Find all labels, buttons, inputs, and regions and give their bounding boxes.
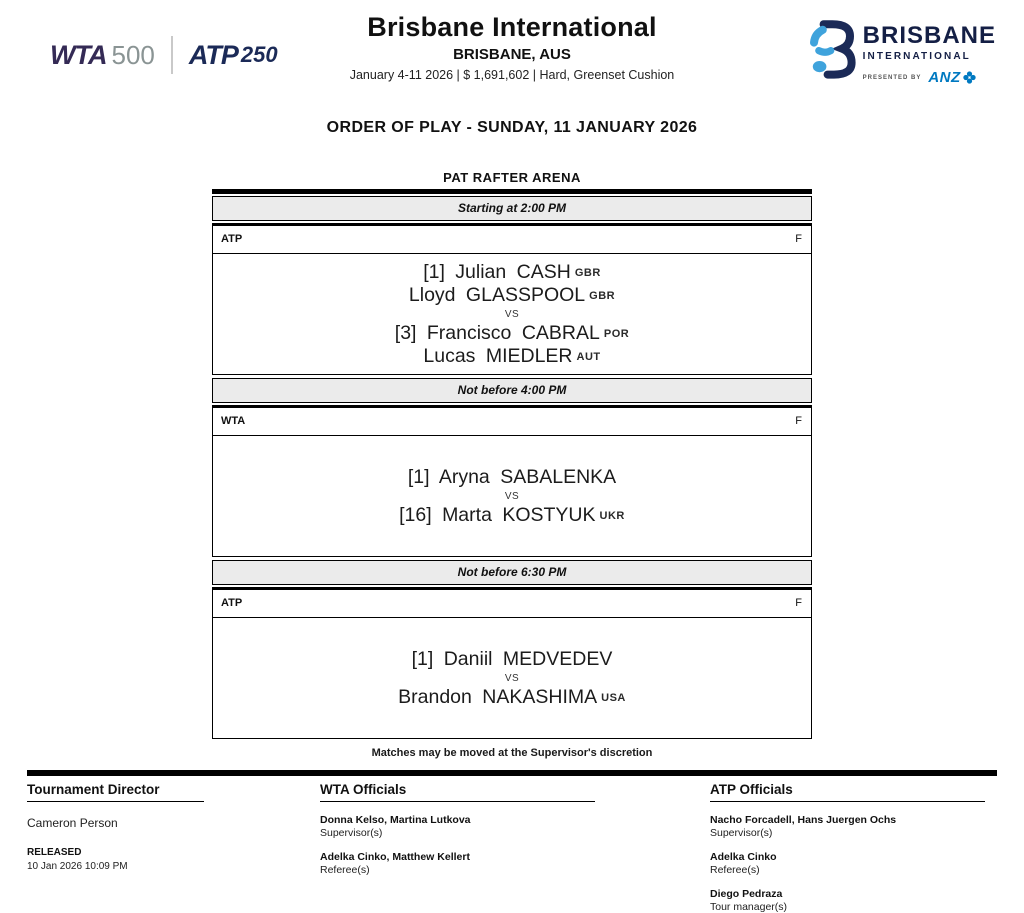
match-time-header [212, 196, 812, 221]
brisbane-b-mark-icon [806, 20, 854, 78]
vs-label: VS [504, 308, 520, 320]
arena-name: PAT RAFTER ARENA [443, 170, 581, 185]
match-time-label: Starting at 2:00 PM [457, 201, 567, 215]
player-name: [16] Marta KOSTYUK UKR [399, 503, 625, 526]
round-label: F [795, 415, 802, 427]
match-time-label: Not before 4:00 PM [457, 383, 567, 397]
tour-label: ATP [221, 233, 243, 245]
official-role: Supervisor(s) [710, 827, 773, 839]
player-country-code: UKR [599, 509, 625, 522]
official-entry [710, 814, 997, 839]
vs-label: VS [504, 672, 520, 684]
wta-officials-column [320, 782, 710, 913]
atp-officials-heading: ATP Officials [710, 782, 985, 802]
wta-officials-heading: WTA Officials [320, 782, 595, 802]
player-name: [1] Daniil MEDVEDEV [411, 647, 613, 670]
official-role: Tour manager(s) [710, 901, 788, 913]
match-tour-row [213, 226, 811, 254]
player-name: [1] Julian CASH GBR [423, 260, 601, 283]
official-role: Referee(s) [320, 864, 370, 876]
player-name: [3] Francisco CABRAL POR [394, 321, 630, 344]
player-country-code: AUT [576, 350, 601, 363]
round-label: F [795, 233, 802, 245]
official-role: Referee(s) [710, 864, 760, 876]
order-of-play-title: ORDER OF PLAY - SUNDAY, 11 JANUARY 2026 [326, 119, 698, 136]
presented-by-label: PRESENTED BY [862, 74, 922, 81]
tour-label: WTA [221, 415, 246, 427]
match-players [213, 254, 811, 374]
released-block [27, 847, 320, 872]
round-label: F [795, 597, 802, 609]
official-names: Nacho Forcadell, Hans Juergen Ochs [710, 814, 897, 826]
match-time-header [212, 560, 812, 585]
page-header [0, 0, 1024, 104]
badge-divider [171, 36, 173, 74]
anz-flower-icon [963, 71, 976, 84]
match-card [212, 223, 812, 375]
released-label: RELEASED [27, 847, 82, 858]
tournament-location: BRISBANE, AUS [453, 46, 571, 63]
brisbane-international-logo [806, 20, 996, 86]
supervisor-note: Matches may be moved at the Supervisor's discretion [371, 747, 653, 759]
released-datetime: 10 Jan 2026 10:09 PM [27, 861, 128, 872]
match-tour-row [213, 590, 811, 618]
player-country-code: USA [601, 691, 626, 704]
official-names: Donna Kelso, Martina Lutkova [320, 814, 471, 826]
match-tour-row [213, 408, 811, 436]
match-card [212, 405, 812, 557]
wta-logo: WTA [50, 39, 107, 70]
atp-level: 250 [240, 42, 278, 67]
arena-top-bar [212, 189, 812, 194]
official-entry [710, 851, 997, 876]
player-country-code: GBR [574, 266, 601, 279]
player-name: [1] Aryna SABALENKA [407, 465, 617, 488]
match-time-header [212, 378, 812, 403]
tour-label: ATP [221, 597, 243, 609]
brisbane-logo-name: BRISBANE [862, 22, 996, 49]
officials-section [0, 776, 1024, 913]
anz-sponsor-logo: ANZ [928, 69, 961, 86]
vs-label: VS [504, 490, 520, 502]
wta-level: 500 [111, 39, 155, 70]
match-card [212, 587, 812, 739]
official-role: Supervisor(s) [320, 827, 383, 839]
official-names: Diego Pedraza [710, 888, 783, 900]
tournament-director-name: Cameron Person [27, 816, 118, 830]
match-players [213, 618, 811, 738]
official-entry [710, 888, 997, 913]
tournament-director-column [27, 782, 320, 913]
official-entry [320, 814, 710, 839]
brisbane-logo-text [863, 20, 996, 86]
official-entry [320, 851, 710, 876]
player-country-code: POR [603, 327, 630, 340]
player-country-code: GBR [589, 289, 616, 302]
player-name: Brandon NAKASHIMA USA [398, 685, 626, 708]
tournament-details: January 4-11 2026 | $ 1,691,602 | Hard, Greenset Cushion [349, 68, 675, 82]
tour-badges [50, 36, 278, 74]
official-names: Adelka Cinko [710, 851, 777, 863]
match-time-label: Not before 6:30 PM [457, 565, 567, 579]
player-name: Lloyd GLASSPOOL GBR [408, 283, 616, 306]
order-table [212, 189, 812, 739]
atp-officials-column [710, 782, 997, 913]
tournament-director-heading: Tournament Director [27, 782, 204, 802]
brisbane-logo-subname: INTERNATIONAL [862, 51, 971, 62]
tournament-title: Brisbane International [367, 12, 657, 42]
atp-logo: ATP [188, 39, 238, 70]
official-names: Adelka Cinko, Matthew Kellert [320, 851, 470, 863]
player-name: Lucas MIEDLER AUT [423, 344, 601, 367]
match-players [213, 436, 811, 556]
